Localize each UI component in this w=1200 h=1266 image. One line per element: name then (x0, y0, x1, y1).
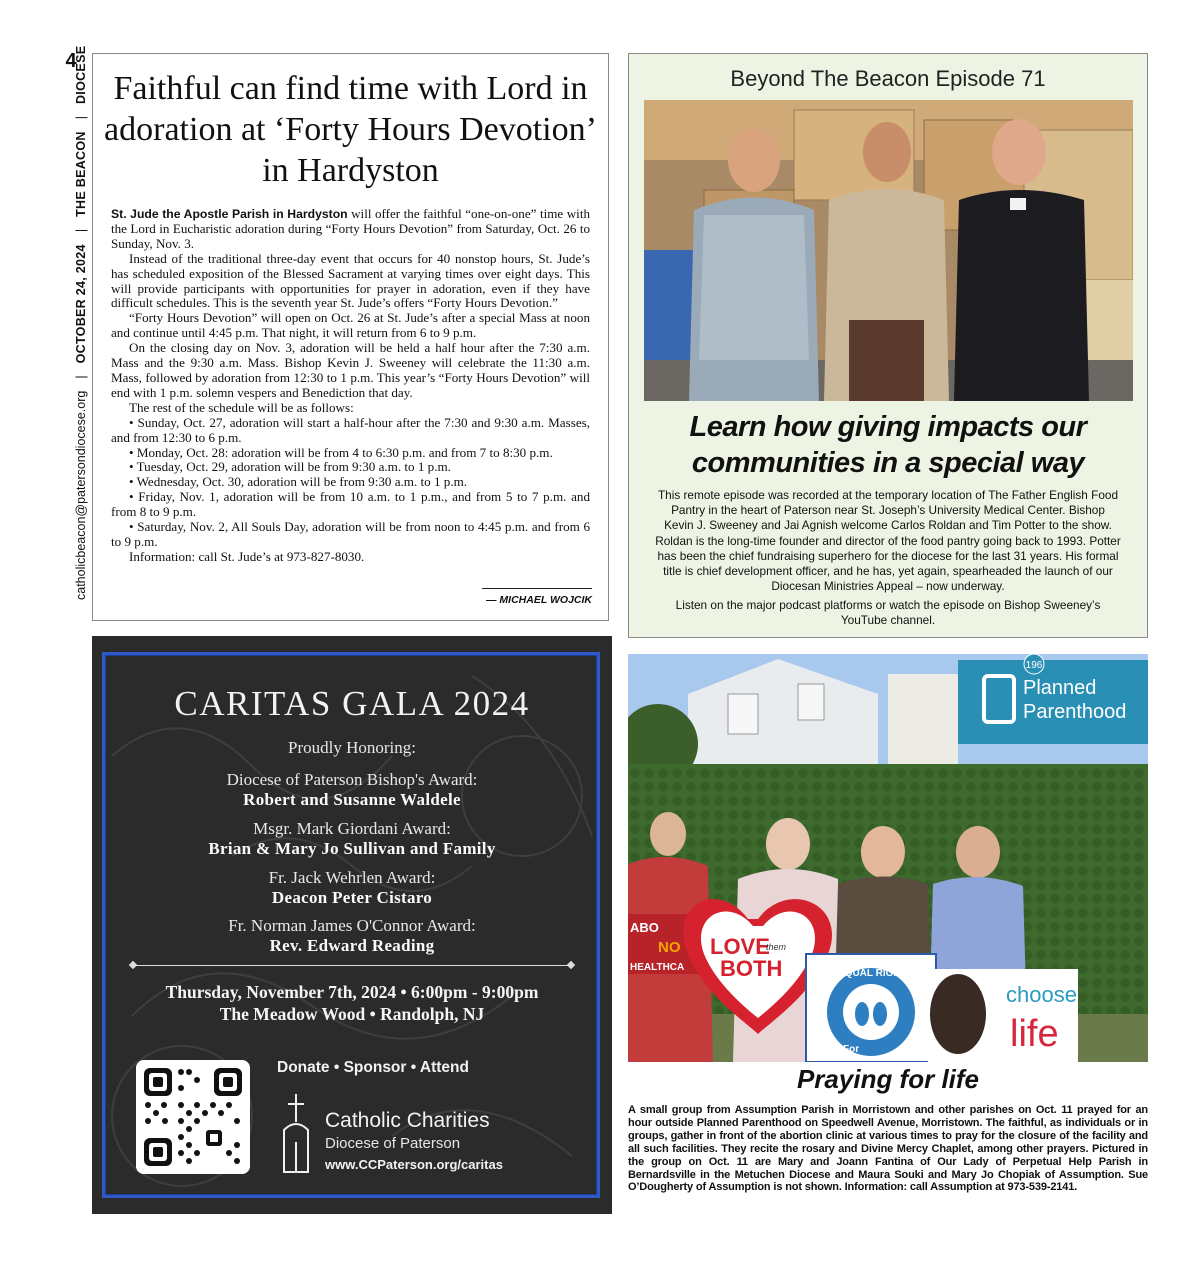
sign-planned: Planned (1023, 677, 1097, 699)
article-byline: — MICHAEL WOJCIK (486, 594, 592, 606)
gala-title: CARITAS GALA 2024 (174, 684, 530, 723)
org-name: Catholic Charities (325, 1109, 490, 1132)
catholic-charities-logo-icon (278, 1092, 314, 1174)
folio-separator: | (74, 228, 88, 233)
heart-both: BOTH (720, 956, 783, 981)
folio-email: catholicbeacon@patersondiocese.org (74, 390, 88, 600)
praying-for-life-photo (628, 654, 1148, 1062)
listen-note: Listen on the major podcast platforms or watch the episode on Bishop Sweeney’s YouTube channel. (675, 598, 1101, 628)
heart-them: them (766, 942, 787, 952)
red-sign-top: ABO (630, 920, 659, 935)
praying-caption: A small group from Assumption Parish in Morristown and other parishes on Oct. 11 prayed for an hour outside Planned Parenthood on Speedwell Avenue, Morristown. The faithful, as individuals or in groups, gather in front of the abortion clinic at various times to pray for the closure of the facility and all such facilities. They recite the rosary and Divine Mercy Chaplet, among other prayers. Pictured in the group on Oct. 11 are Mary and Joann Fantina of Our Lady of Perpetual Help Parish in Bernardsville in the Metuchen Diocese and Maura Souki and Mary Jo Chopiak of Assumption. Sue O’Dougherty of Assumption is not shown. Information: call Assumption at 973-539-2141. (628, 1104, 1148, 1194)
gala-venue: The Meadow Wood • Randolph, NJ (219, 1004, 485, 1024)
food-pantry-photo (644, 100, 1133, 401)
folio-separator: | (74, 375, 88, 379)
forty-hours-article (92, 53, 609, 621)
gala-divider (134, 965, 570, 966)
beacon-headline (629, 409, 1147, 481)
sign-parenthood: Parenthood (1023, 701, 1127, 723)
schedule-item: • Monday, Oct. 28: adoration will be from 4 to 6:30 p.m. and from 7 to 8:30 p.m. (129, 444, 553, 460)
award-honoree: Deacon Peter Cistaro (271, 888, 433, 907)
folio-date: OCTOBER 24, 2024 (74, 244, 88, 364)
page-number: 4 (65, 50, 77, 72)
award-name: Fr. Norman James O'Connor Award: (228, 916, 476, 935)
article-lead-paragraph (111, 207, 590, 252)
article-info: Information: call St. Jude’s at 973-827-8030. (129, 548, 365, 564)
beacon-podcast-box (628, 53, 1148, 638)
red-sign-no: NO (658, 939, 681, 956)
schedule-item: • Friday, Nov. 1, adoration will be from 10 a.m. to 1 p.m., and from 5 to 7 p.m. and from 8 to 9 p.m. (111, 489, 590, 520)
schedule-item: • Sunday, Oct. 27, adoration will start a half-hour after the 7:30 and 9:30 a.m. Masses, and from 12:30 to 6 p.m. (111, 414, 590, 445)
schedule-item: • Saturday, Nov. 2, All Souls Day, adoration will be from noon to 4:45 p.m. and from 6 to 9 p.m. (111, 519, 590, 549)
beacon-headline-line: communities in a special way (691, 447, 1085, 479)
gala-date: Thursday, November 7th, 2024 • 6:00pm - 9:00pm (165, 982, 539, 1002)
article-paragraph: Instead of the traditional three-day event that occurs for 40 nonstop hours, St. Jude’s has scheduled exposition of the Blessed Sacrament at varying times over eight days. This will provide participants with opportunities for prayer in adoration, even if they have difficult schedules. This is the seventh year St. Jude’s offers “Forty Hours Devotion.” (111, 250, 590, 311)
praying-title: Praying for life (796, 1064, 980, 1094)
article-headline: Faithful can find time with Lord in adoration at ‘Forty Hours Devotion’ in Hardyston (104, 70, 597, 189)
article-lead-rest: will offer the faithful “one-on-one” time with the Lord in Eucharistic adoration during “Forty Hours Devotion” from Saturday, Oct. 26 to Sunday, Nov. 3. (111, 206, 591, 251)
red-sign-bottom: HEALTHCA (630, 962, 685, 973)
award-honoree: Brian & Mary Jo Sullivan and Family (208, 839, 496, 858)
gala-cta: Donate • Sponsor • Attend (277, 1059, 469, 1076)
article-paragraph: On the closing day on Nov. 3, adoration will be held a half hour after the 7:30 a.m. Mass and the 9:30 a.m. Mass. Bishop Kevin J. Sweeney will celebrate the 11:30 a.m. Mass, followed by adoration from 12:30 to 1 p.m. This year’s “Forty Hours Devotion” will end with 1 p.m. solemn vespers and Benediction that day. (111, 340, 590, 400)
heart-love: LOVE (710, 934, 770, 959)
article-lead-bold: St. Jude the Apostle Parish in Hardyston (111, 207, 348, 221)
article-body (111, 207, 590, 565)
folio-separator: | (74, 116, 88, 120)
award-honoree: Rev. Edward Reading (269, 936, 435, 955)
folio-section: DIOCESE (74, 45, 88, 105)
episode-title: Beyond The Beacon Episode 71 (730, 66, 1046, 91)
folio-publication: THE BEACON (74, 131, 88, 217)
award-name: Msgr. Mark Giordani Award: (253, 819, 451, 838)
schedule-item: • Tuesday, Oct. 29, adoration will be from 9:30 a.m. to 1 p.m. (129, 459, 451, 475)
article-paragraph: The rest of the schedule will be as follows: (129, 399, 354, 415)
episode-description: This remote episode was recorded at the temporary location of The Father English Food Pantry in the heart of Paterson near St. Joseph’s University Medical Center. Bishop Kevin J. Sweeney and Jai Agnish welcome Carlos Roldan and Tim Potter to the show. Roldan is the long-time founder and director of the food pantry going back to 1993. Potter has been the chief fundraising superhero for the diocese for the last 31 years. His formal title is chief development officer, and he has, yet again, spearheaded the launch of our Diocesan Ministries Appeal – now underway. (655, 488, 1121, 594)
beacon-headline-line: Learn how giving impacts our (689, 411, 1087, 443)
gala-honoring: Proudly Honoring: (288, 738, 416, 757)
sign-number: 196 (1025, 660, 1043, 671)
award-name: Diocese of Paterson Bishop's Award: (226, 770, 478, 789)
choose-text: choose (1006, 982, 1077, 1007)
gala-url[interactable]: www.CCPaterson.org/caritas (325, 1157, 503, 1172)
qr-code-icon[interactable] (136, 1060, 250, 1174)
equal-for: For (843, 1044, 860, 1055)
org-diocese: Diocese of Paterson (325, 1135, 461, 1152)
life-text: life (1010, 1013, 1059, 1055)
schedule-item: • Wednesday, Oct. 30, adoration will be from 9:30 a.m. to 1 p.m. (129, 474, 468, 490)
caritas-gala-ad (92, 636, 612, 1214)
award-honoree: Robert and Susanne Waldele (243, 790, 461, 809)
article-paragraph: “Forty Hours Devotion” will open on Oct. 26 at St. Jude’s after a special Mass at noon and continue until 4:45 p.m. That night, it will return from 6 to 9 p.m. (111, 310, 590, 341)
equal-rights: EQUAL RIGHTS (838, 968, 914, 979)
folio-spine (71, 46, 91, 600)
award-name: Fr. Jack Wehrlen Award: (268, 868, 436, 887)
byline-rule (482, 588, 592, 589)
